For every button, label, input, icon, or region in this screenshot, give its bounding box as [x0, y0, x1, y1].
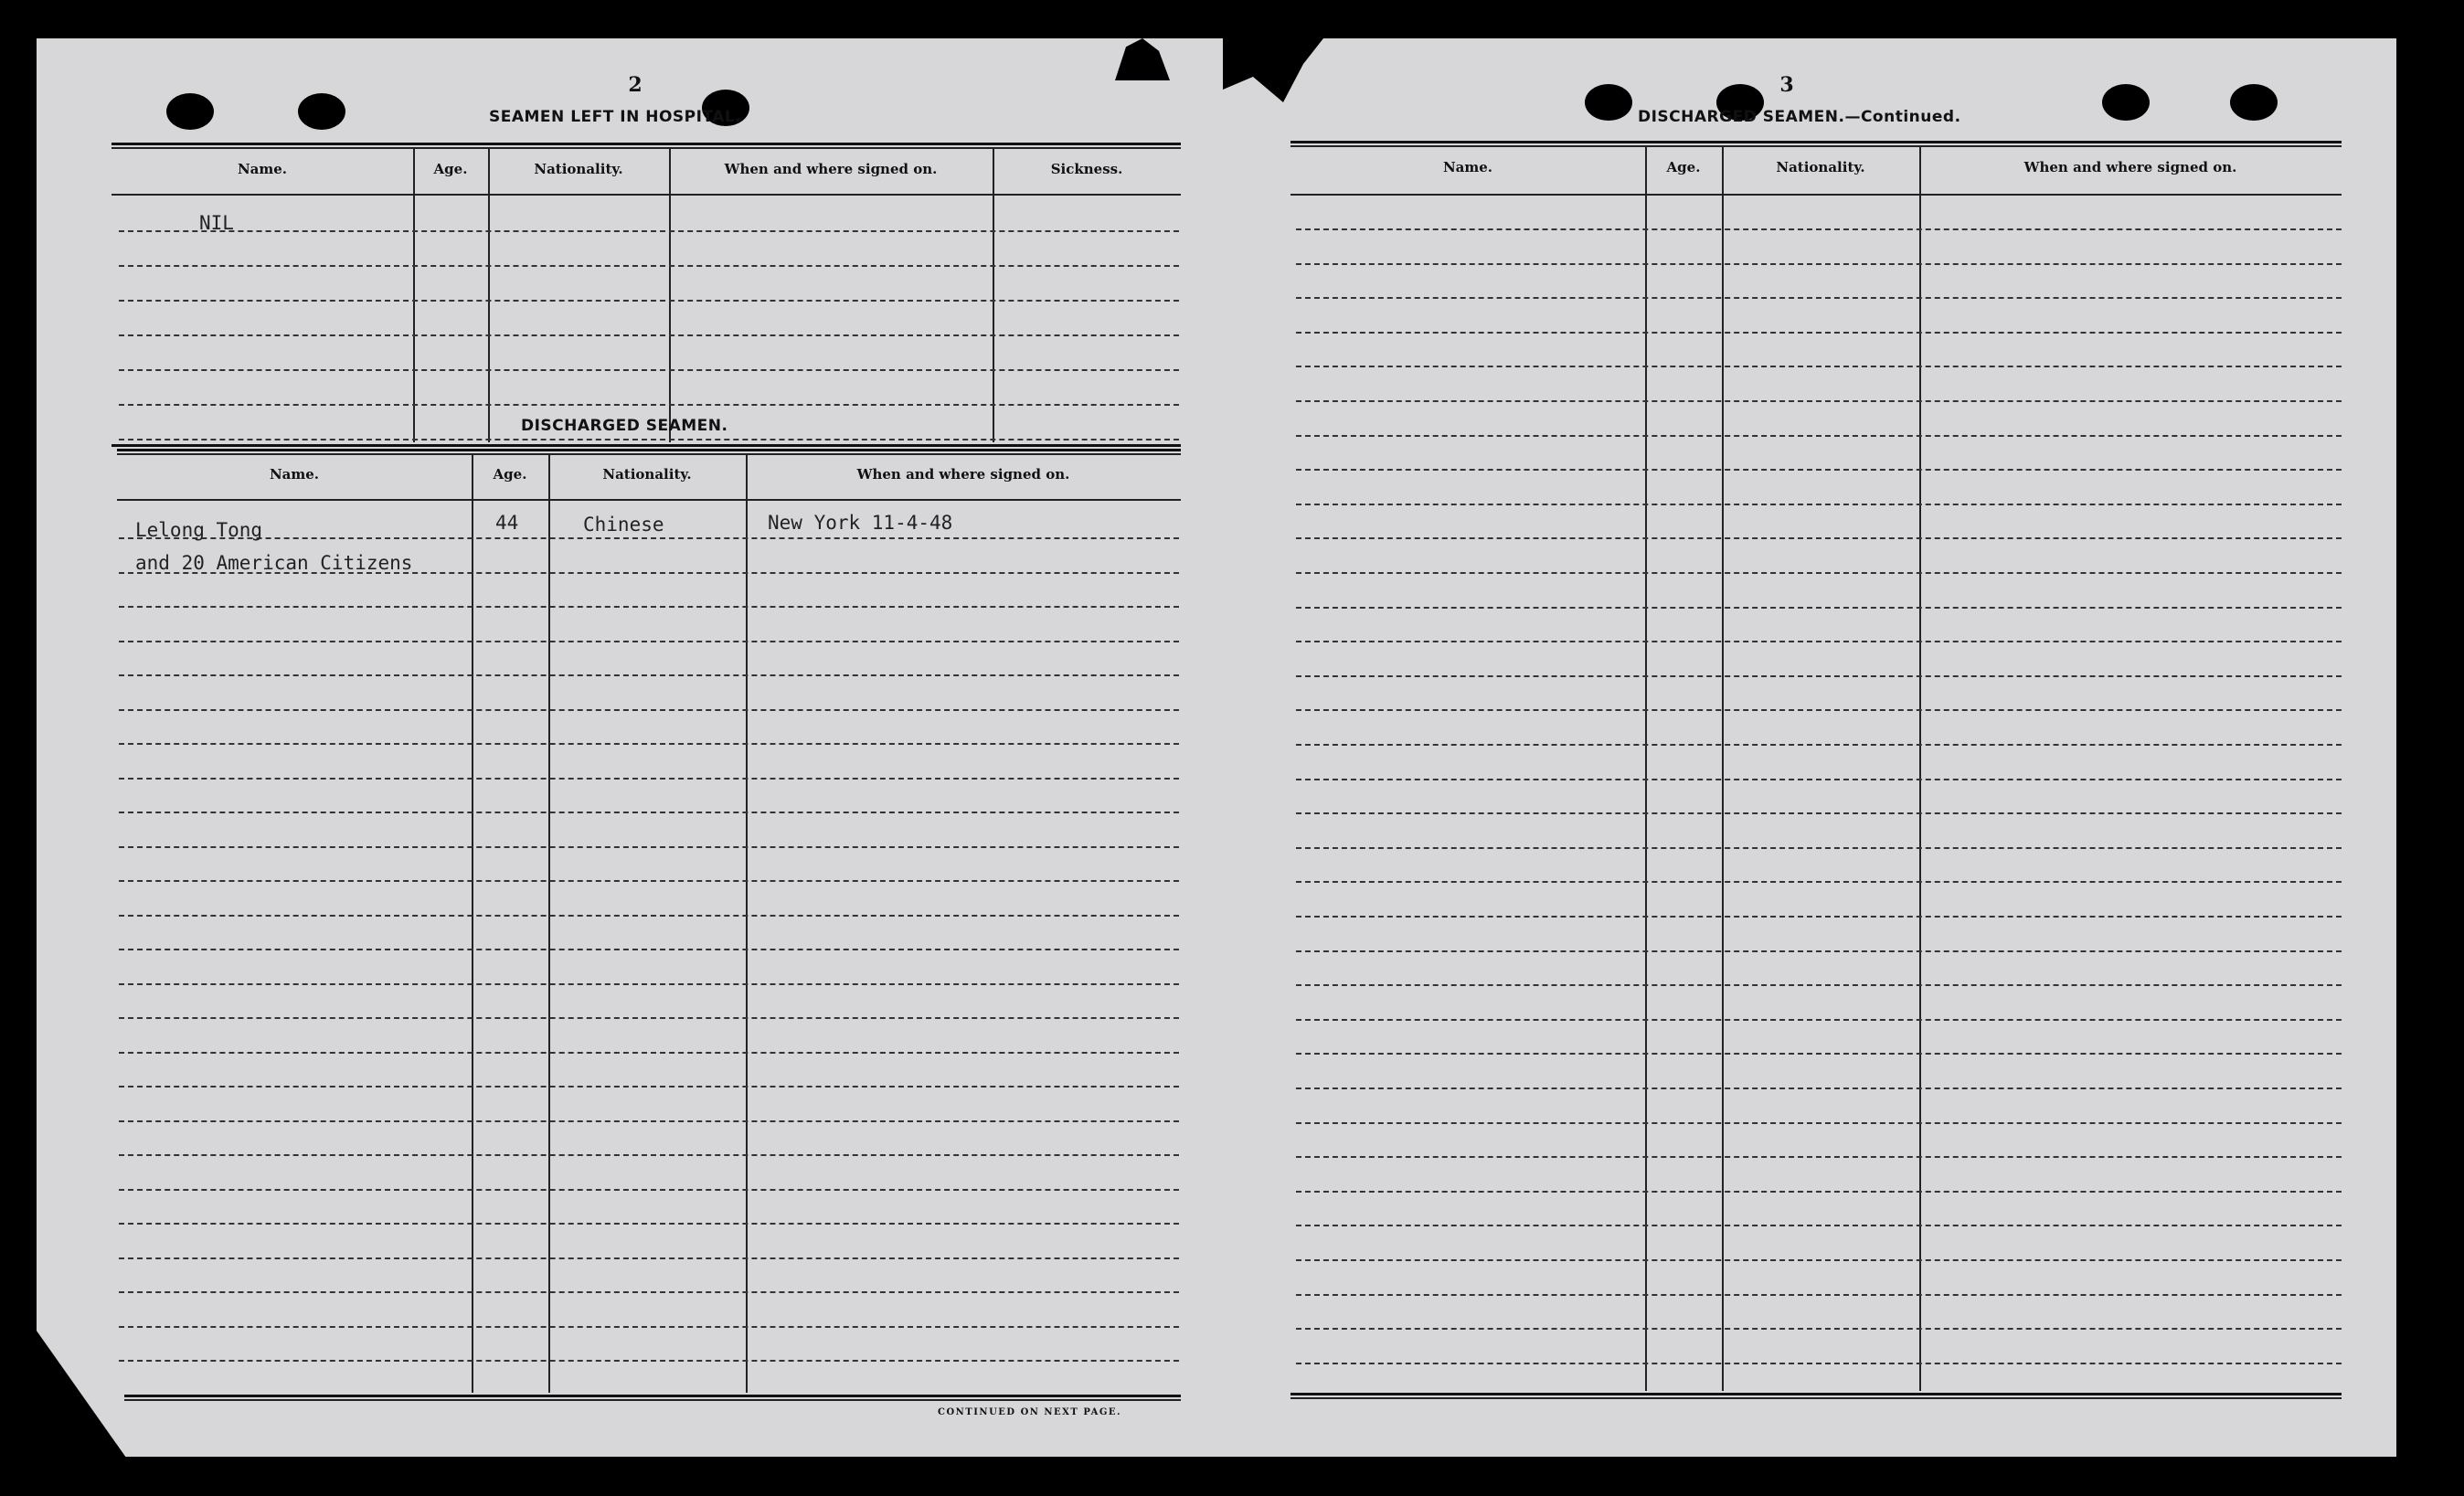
ruled-line	[119, 674, 1179, 676]
ruled-line	[1296, 1363, 2342, 1364]
ruled-line	[1296, 469, 2342, 471]
discharged-row-nationality: Chinese	[583, 514, 664, 536]
discharged-header-signed-on: When and where signed on.	[856, 466, 1070, 483]
ruled-line	[119, 334, 1179, 336]
ruled-line	[1296, 297, 2342, 299]
ruled-line	[1296, 1019, 2342, 1021]
punch-hole	[1585, 84, 1632, 121]
ruled-line	[1296, 675, 2342, 677]
ruled-line	[119, 812, 1179, 813]
left-page	[37, 38, 1225, 1457]
ruled-line	[1296, 812, 2342, 814]
ruled-line	[1296, 332, 2342, 334]
ruled-line	[1296, 1191, 2342, 1193]
ruled-line	[119, 300, 1179, 302]
ruled-line	[1296, 228, 2342, 230]
ruled-line	[1296, 1088, 2342, 1089]
hospital-header-signed-on: When and where signed on.	[724, 161, 938, 177]
ruled-line	[119, 778, 1179, 780]
ruled-line	[1296, 779, 2342, 780]
hospital-header-age: Age.	[433, 161, 468, 177]
ruled-line	[1296, 607, 2342, 609]
ruled-line	[119, 709, 1179, 711]
ruled-line	[119, 949, 1179, 950]
discharged-row-age: 44	[495, 512, 519, 534]
ruled-line	[119, 404, 1179, 406]
ruled-line	[1296, 1053, 2342, 1055]
right-header-signed-on: When and where signed on.	[2023, 159, 2237, 175]
ruled-line	[1296, 537, 2342, 539]
page-number: 2	[628, 73, 643, 97]
ruled-line	[1296, 263, 2342, 265]
punch-hole	[166, 93, 214, 130]
right-section-title: DISCHARGED SEAMEN.—Continued.	[1638, 108, 1961, 126]
discharged-row-name: and 20 American Citizens	[135, 552, 413, 574]
ruled-line	[119, 230, 1179, 232]
ruled-line	[119, 1120, 1179, 1122]
right-page	[1225, 38, 2396, 1457]
ruled-line	[119, 1291, 1179, 1293]
ruled-line	[1296, 847, 2342, 849]
hospital-section-title: SEAMEN LEFT IN HOSPITAL.	[489, 108, 742, 126]
discharged-header-name: Name.	[269, 466, 320, 483]
ruled-line	[119, 983, 1179, 985]
ruled-line	[1296, 950, 2342, 952]
discharged-header-age: Age.	[493, 466, 527, 483]
discharged-section-title: DISCHARGED SEAMEN.	[521, 417, 728, 435]
ruled-line	[1296, 1225, 2342, 1226]
ruled-line	[119, 1257, 1179, 1259]
right-header-name: Name.	[1442, 159, 1493, 175]
ruled-line	[1296, 572, 2342, 574]
ruled-line	[1296, 1294, 2342, 1296]
ruled-line	[1296, 1328, 2342, 1330]
ruled-line	[119, 1052, 1179, 1054]
page-number: 3	[1779, 73, 1794, 97]
ruled-line	[1296, 1259, 2342, 1261]
right-header-age: Age.	[1666, 159, 1701, 175]
right-header-nationality: Nationality.	[1776, 159, 1865, 175]
hospital-entry-name: NIL	[199, 212, 234, 234]
ruled-line	[119, 915, 1179, 917]
ruled-line	[119, 1017, 1179, 1019]
punch-hole	[2102, 84, 2150, 121]
hospital-header-sickness: Sickness.	[1050, 161, 1123, 177]
ruled-line	[119, 1189, 1179, 1191]
ruled-line	[1296, 435, 2342, 437]
ruled-line	[1296, 1156, 2342, 1158]
ruled-line	[119, 439, 1179, 440]
punch-hole	[2230, 84, 2278, 121]
ruled-line	[119, 265, 1179, 267]
ruled-line	[1296, 984, 2342, 986]
discharged-row-signed-on: New York 11-4-48	[768, 512, 953, 534]
ruled-line	[119, 846, 1179, 848]
hospital-header-nationality: Nationality.	[534, 161, 623, 177]
ruled-line	[1296, 366, 2342, 367]
ruled-line	[119, 880, 1179, 882]
ruled-line	[119, 641, 1179, 642]
discharged-header-nationality: Nationality.	[602, 466, 692, 483]
ruled-line	[119, 606, 1179, 608]
ruled-line	[1296, 1122, 2342, 1124]
discharged-row-name: Lelong Tong	[135, 519, 263, 541]
ruled-line	[1296, 881, 2342, 883]
ruled-line	[119, 743, 1179, 745]
continued-footer: CONTINUED ON NEXT PAGE.	[938, 1407, 1122, 1417]
ruled-line	[1296, 400, 2342, 402]
punch-hole	[298, 93, 345, 130]
ruled-line	[1296, 744, 2342, 746]
ruled-line	[1296, 504, 2342, 505]
ruled-line	[1296, 709, 2342, 711]
ruled-line	[119, 369, 1179, 371]
ruled-line	[119, 1360, 1179, 1362]
ruled-line	[1296, 916, 2342, 918]
ruled-line	[119, 1154, 1179, 1156]
ruled-line	[119, 1326, 1179, 1328]
ruled-line	[119, 1086, 1179, 1088]
ruled-line	[1296, 641, 2342, 642]
hospital-header-name: Name.	[237, 161, 288, 177]
ruled-line	[119, 537, 1179, 539]
ruled-line	[119, 1223, 1179, 1225]
